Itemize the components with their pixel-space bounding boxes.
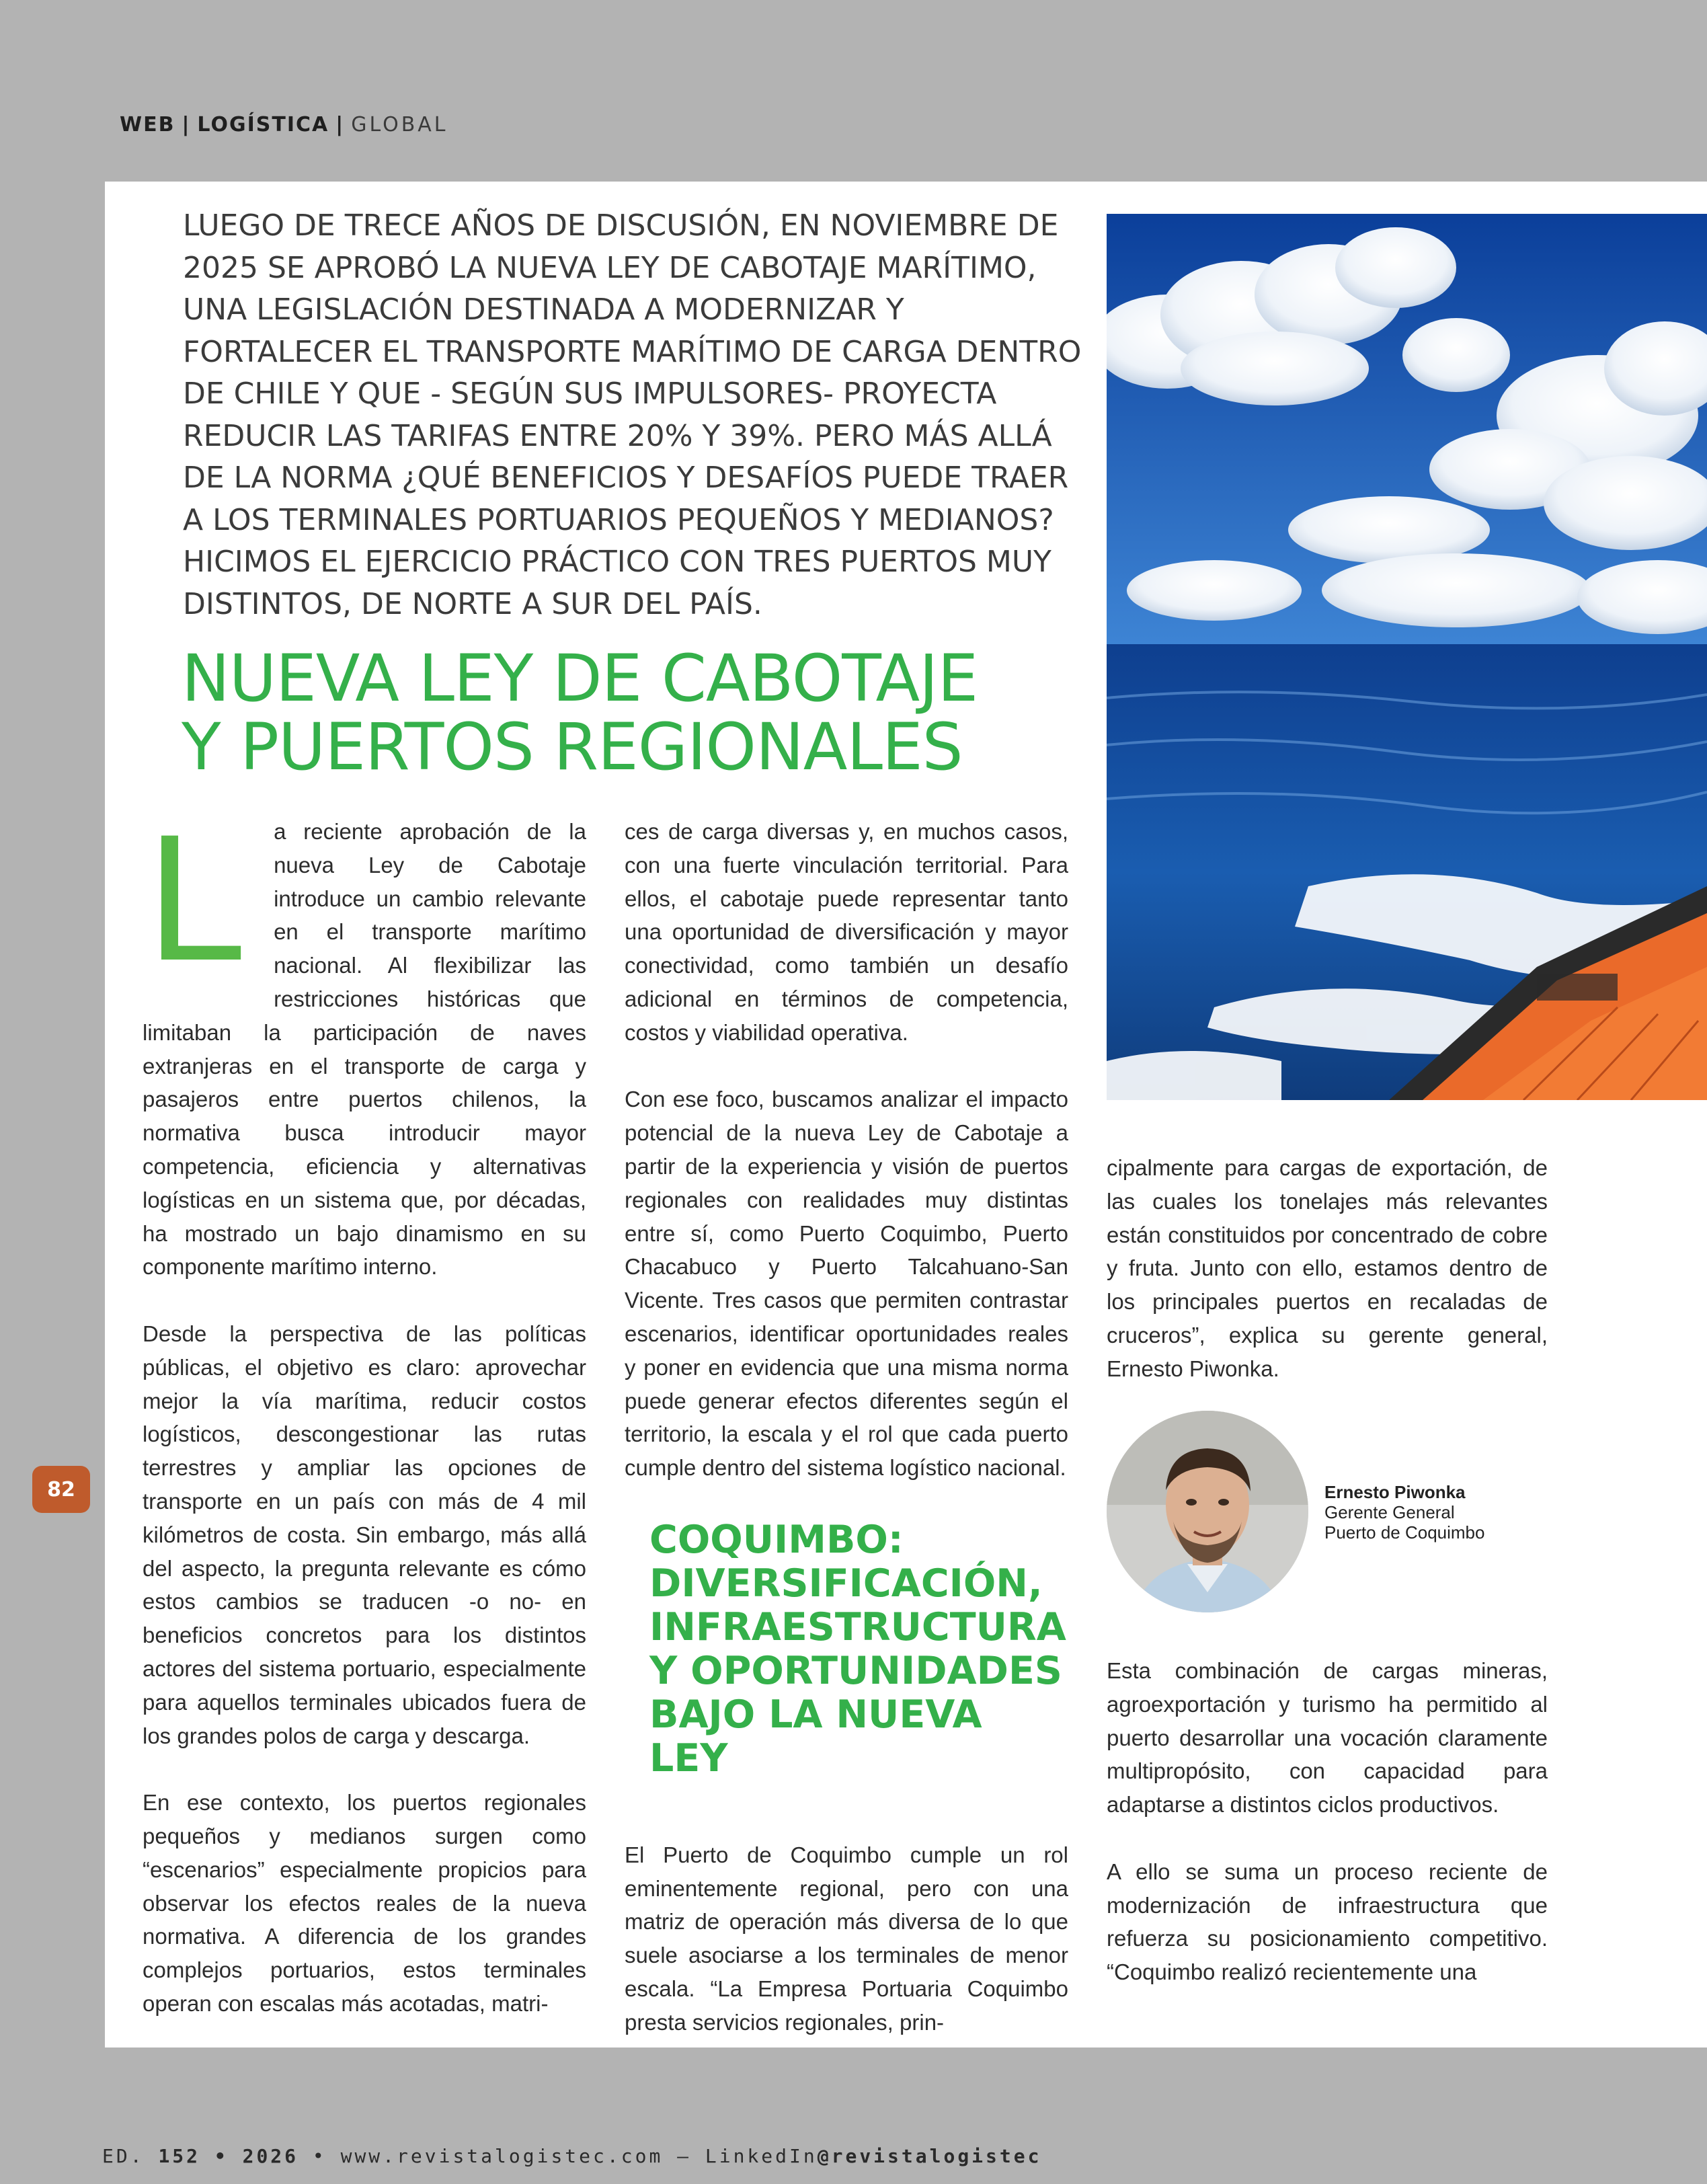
paragraph-5-part-2: cipalmente para cargas de exportación, de las cuales los tonelajes más relevantes están constituidos por concentrado de cobre y fruta. Junto con ello, estamos dentro de los principales puertos en recaladas de cruceros”, explica su gerente general, Ernesto Piwonka. bbox=[1107, 1155, 1548, 1381]
avatar-ernesto-piwonka bbox=[1107, 1411, 1308, 1612]
title-line-1: NUEVA LEY DE CABOTAJE bbox=[182, 641, 978, 716]
drop-cap: L bbox=[147, 796, 247, 998]
hero-image-ocean-container-ship bbox=[1107, 214, 1707, 1100]
footer-prefix: ED. bbox=[102, 2145, 159, 2167]
tag-web: WEB bbox=[120, 113, 175, 136]
tag-logistica: LOGÍSTICA bbox=[197, 113, 329, 136]
article-intro: LUEGO DE TRECE AÑOS DE DISCUSIÓN, EN NOVIEMBRE DE 2025 SE APROBÓ LA NUEVA LEY DE CABOTAJE MARÍTIMO, UNA LEGISLACIÓN DESTINADA A MODERNIZAR Y FORTALECER EL TRANSPORTE MARÍTIMO DE CARGA DENTRO DE CHILE Y QUE - SEGÚN SUS IMPULSORES- PROYECTA REDUCIR LAS TARIFAS ENTRE 20% Y 39%. PERO MÁS ALLÁ DE LA NORMA ¿QUÉ BENEFICIOS Y DESAFÍOS PUEDE TRAER A LOS TERMINALES PORTUARIOS PEQUEÑOS Y MEDIANOS? HICIMOS EL EJERCICIO PRÁCTICO CON TRES PUERTOS MUY DISTINTOS, DE NORTE A SUR DEL PAÍS. bbox=[183, 208, 1082, 621]
paragraph-4: Con ese foco, buscamos analizar el impacto potencial de la nueva Ley de Cabotaje a partir de la experiencia y visión de puertos regionales con realidades muy distintas entre sí, como Puerto Coquimbo, Puerto Chacabuco y Puerto Talcahuano-San Vicente. Tres casos que permiten contrastar escenarios, identificar oportunidades reales y poner en evidencia que una misma norma puede generar efectos diferentes según el territorio, la escala y el rol que cada puerto cumple dentro del sistema logístico nacional. bbox=[625, 1087, 1068, 1481]
profile-caption bbox=[1324, 1482, 1484, 1543]
section-subhead: COQUIMBO: DIVERSIFICACIÓN, INFRAESTRUCTURA Y OPORTUNIDADES BAJO LA NUEVA LEY bbox=[649, 1517, 1066, 1781]
paragraph-3-part-1: En ese contexto, los puertos regionales pequeños y medianos surgen como “escenarios” especialmente propicios para observar los efectos reales de la nueva normativa. A diferencia de los grandes complejos portuarios, estos terminales operan con escalas más acotadas, matri- bbox=[143, 1790, 586, 2016]
paragraph-6: Esta combinación de cargas mineras, agroexportación y turismo ha permitido al puerto desarrollar una vocación claramente multipropósito, con capacidad para adaptarse a distintos ciclos productivos. bbox=[1107, 1658, 1548, 1818]
body-column-2 bbox=[625, 815, 1068, 2072]
footer-line bbox=[102, 2145, 1041, 2167]
tag-global: GLOBAL bbox=[351, 113, 448, 136]
profile-role: Gerente General bbox=[1324, 1502, 1455, 1522]
body-column-3-lower bbox=[1107, 1654, 1548, 2023]
section-tags bbox=[120, 113, 448, 136]
paragraph-7: A ello se suma un proceso reciente de modernización de infraestructura que refuerza su posicionamiento competitivo. “Coquimbo realizó recientemente una bbox=[1107, 1859, 1548, 1985]
profile-card bbox=[1107, 1411, 1577, 1612]
tag-separator: | bbox=[182, 113, 191, 136]
page-number-badge: 82 bbox=[32, 1466, 90, 1513]
tag-separator: | bbox=[335, 113, 345, 136]
paragraph-1 bbox=[143, 796, 586, 1284]
article-title bbox=[182, 641, 1109, 785]
paragraph-2: Desde la perspectiva de las políticas públicas, el objetivo es claro: aprovechar mejor la vía marítima, reducir costos logísticos, descongestionar las rutas terrestres y ampliar las opciones de transporte en un país con más de 4 mil kilómetros de costa. Sin embargo, más allá del aspecto, la pregunta relevante es cómo estos cambios se traducen -o no- en beneficios concretos para los distintos actores del sistema portuario, especialmente para aquellos terminales ubicados fuera de los grandes polos de carga y descarga. bbox=[143, 1321, 586, 1748]
body-column-3 bbox=[1107, 1151, 1548, 1419]
paragraph-3-part-2: ces de carga diversas y, en muchos casos, con una fuerte vinculación territorial. Para ellos, el cabotaje puede representar tanto una oportunidad de diversificación y mayor conectividad, como también un desafío adicional en términos de competencia, costos y viabilidad operativa. bbox=[625, 819, 1068, 1045]
footer-edition: 152 • 2026 bbox=[158, 2145, 299, 2167]
footer-website: • www.revistalogistec.com – LinkedIn bbox=[299, 2145, 818, 2167]
profile-name: Ernesto Piwonka bbox=[1324, 1482, 1466, 1502]
title-line-2: Y PUERTOS REGIONALES bbox=[182, 709, 963, 785]
paragraph-1-text: a reciente aprobación de la nueva Ley de Cabotaje introduce un cambio relevante en el transporte marítimo nacional. Al flexibilizar las restricciones históricas que limitaban la participación de naves extranjeras en el transporte de carga y pasajeros entre puertos chilenos, la normativa busca introducir mayor competencia, eficiencia y alternativas logísticas en un sistema que, por décadas, ha mostrado un bajo dinamismo en su componente marítimo interno. bbox=[143, 819, 586, 1280]
paragraph-5-part-1: El Puerto de Coquimbo cumple un rol eminentemente regional, pero con una matriz de operación más diversa de lo que suele asociarse a los terminales de menor escala. “La Empresa Portuaria Coquimbo presta servicios regionales, prin- bbox=[625, 1842, 1068, 2035]
body-column-1 bbox=[143, 796, 586, 2054]
profile-company: Puerto de Coquimbo bbox=[1324, 1522, 1485, 1543]
footer-handle: @revistalogistec bbox=[817, 2145, 1042, 2167]
